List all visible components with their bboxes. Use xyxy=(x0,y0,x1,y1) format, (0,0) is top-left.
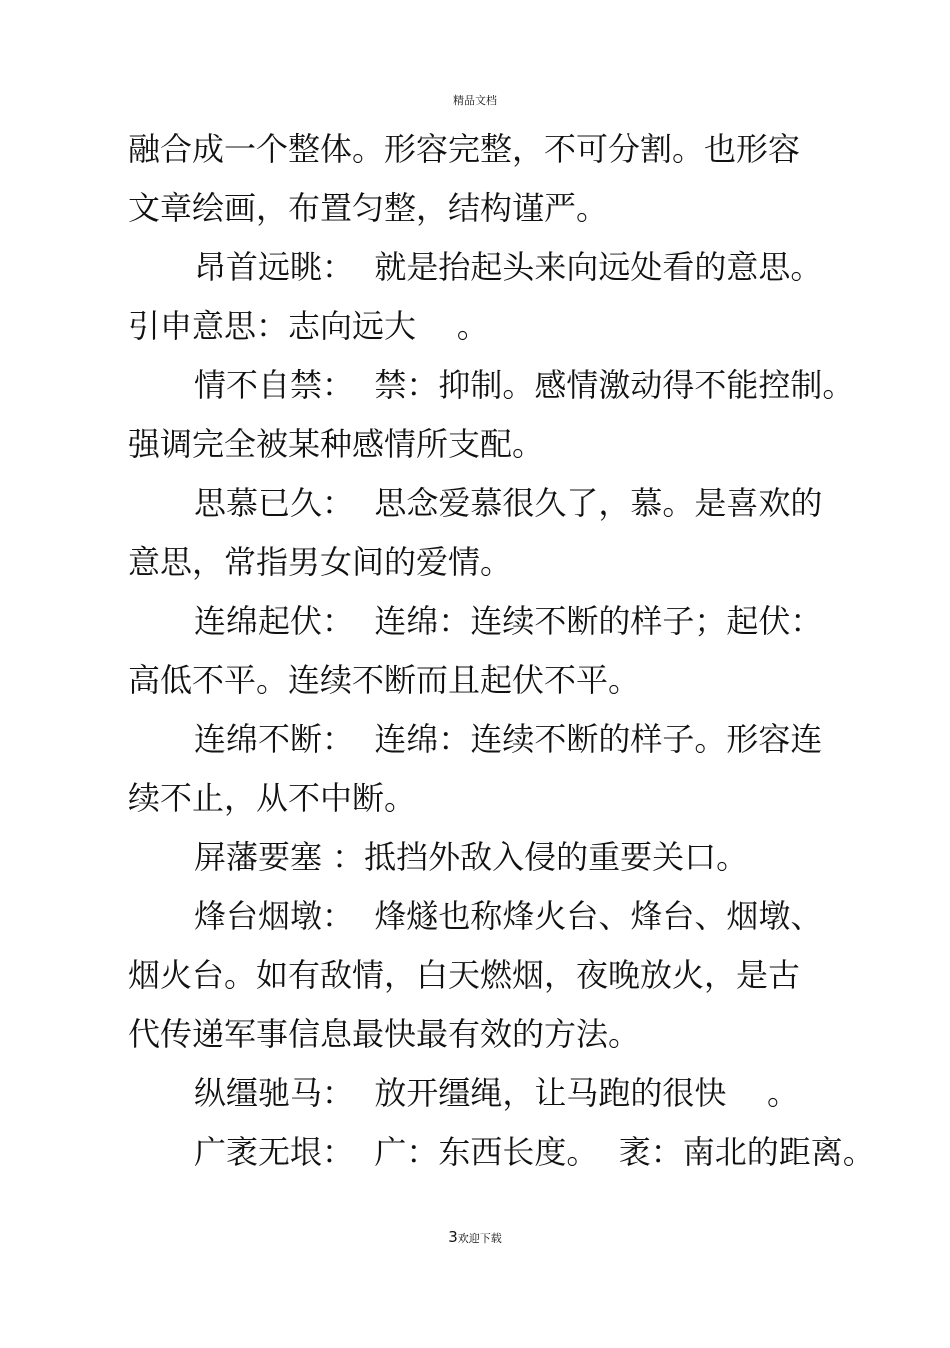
page-number: 3 xyxy=(448,1228,458,1246)
text-line: 连绵不断： 连绵：连续不断的样子。形容连 xyxy=(194,720,823,758)
page-footer xyxy=(0,1229,950,1247)
text-line: 纵缰驰马： 放开缰绳，让马跑的很快 。 xyxy=(194,1074,800,1112)
text-line: 连绵起伏： 连绵：连续不断的样子；起伏： xyxy=(194,602,823,640)
text-line: 高低不平。连续不断而且起伏不平。 xyxy=(128,661,641,699)
text-line: 广袤无垠： 广：东西长度。 袤：南北的距离。 xyxy=(194,1133,875,1171)
text-line: 烟火台。如有敌情，白天燃烟，夜晚放火，是古 xyxy=(128,956,801,994)
text-line: 烽台烟墩： 烽燧也称烽火台、烽台、烟墩、 xyxy=(194,897,823,935)
text-line: 引申意思：志向远大 。 xyxy=(128,307,489,345)
text-line: 意思，常指男女间的爱情。 xyxy=(128,543,513,581)
footer-text: 欢迎下载 xyxy=(457,1232,502,1245)
text-line: 强调完全被某种感情所支配。 xyxy=(128,425,545,463)
text-line: 昂首远眺： 就是抬起头来向远处看的意思。 xyxy=(194,248,823,286)
text-line: 思慕已久： 思念爱慕很久了，慕。是喜欢的 xyxy=(194,484,823,522)
page-header: 精品文档 xyxy=(453,94,497,107)
text-line: 情不自禁： 禁：抑制。感情激动得不能控制。 xyxy=(194,366,855,404)
text-line: 代传递军事信息最快最有效的方法。 xyxy=(128,1015,641,1053)
text-line: 屏藩要塞 ：抵挡外敌入侵的重要关口。 xyxy=(194,838,749,876)
text-line: 文章绘画，布置匀整，结构谨严。 xyxy=(128,189,609,227)
text-line: 融合成一个整体。形容完整，不可分割。也形容 xyxy=(128,130,801,168)
text-line: 续不止，从不中断。 xyxy=(128,779,417,817)
